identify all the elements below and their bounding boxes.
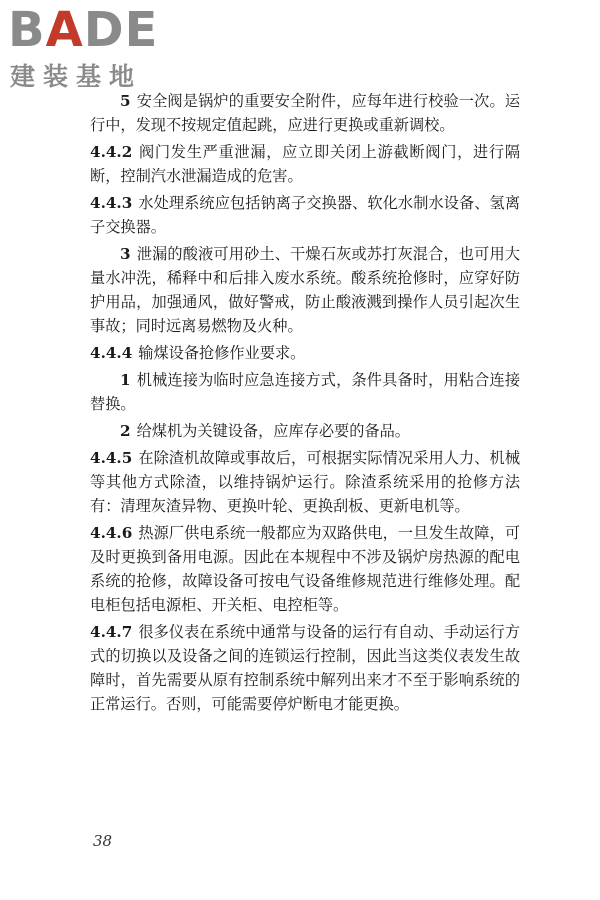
clause-number: 4.4.4 xyxy=(90,344,133,362)
clause-4-4-2 xyxy=(90,140,520,188)
clause-4-4-7 xyxy=(90,620,520,716)
clause-number: 4.4.5 xyxy=(90,449,133,467)
logo-letter-a: A xyxy=(45,2,84,58)
logo-letter-b: B xyxy=(8,2,46,58)
paragraph-text: 输煤设备抢修作业要求。 xyxy=(138,344,306,362)
clause-4-4-6 xyxy=(90,521,520,617)
paragraph-text: 泄漏的酸液可用砂土、干燥石灰或苏打灰混合，也可用大量水冲洗，稀释中和后排入废水系统。酸系统抢修时，应穿好防护用品，加强通风，做好警戒，防止酸液溅到操作人员引起次生事故；同时远离易燃物及火种。 xyxy=(90,245,520,335)
clause-number: 4.4.2 xyxy=(90,143,133,161)
paragraph-text: 给煤机为关键设备，应库存必要的备品。 xyxy=(136,422,410,440)
clause-4-4-3 xyxy=(90,191,520,239)
paragraph-item-3 xyxy=(90,242,520,338)
bade-logo xyxy=(8,4,178,94)
clause-number: 4.4.3 xyxy=(90,194,133,212)
paragraph-item-2 xyxy=(90,419,520,443)
logo-letters-de: DE xyxy=(83,2,159,58)
paragraph-text: 机械连接为临时应急连接方式，条件具备时，用粘合连接替换。 xyxy=(90,371,520,413)
paragraph-text: 阀门发生严重泄漏，应立即关闭上游截断阀门，进行隔断，控制汽水泄漏造成的危害。 xyxy=(90,143,520,185)
paragraph-text: 很多仪表在系统中通常与设备的运行有自动、手动运行方式的切换以及设备之间的连锁运行控制，因此当这类仪表发生故障时，首先需要从原有控制系统中解列出来才不至于影响系统的正常运行。否则，可能需要停炉断电才能更换。 xyxy=(90,623,520,713)
clause-number: 4.4.6 xyxy=(90,524,133,542)
paragraph-text: 热源厂供电系统一般都应为双路供电，一旦发生故障，可及时更换到备用电源。因此在本规程中不涉及锅炉房热源的配电系统的抢修，故障设备可按电气设备维修规范进行维修处理。配电柜包括电源柜、开关柜、电控柜等。 xyxy=(90,524,520,614)
item-number: 3 xyxy=(120,245,131,263)
paragraph-text: 在除渣机故障或事故后，可根据实际情况采用人力、机械等其他方式除渣，以维持锅炉运行。除渣系统采用的抢修方法有：清理灰渣异物、更换叶轮、更换刮板、更新电机等。 xyxy=(90,449,520,515)
clause-4-4-5 xyxy=(90,446,520,518)
clause-number: 4.4.7 xyxy=(90,623,133,641)
document-body xyxy=(90,89,520,719)
item-number: 1 xyxy=(120,371,131,389)
logo-subtitle: 建装基地 xyxy=(10,62,143,91)
page-number: 38 xyxy=(93,832,113,850)
clause-4-4-4 xyxy=(90,341,520,365)
paragraph-text: 安全阀是锅炉的重要安全附件，应每年进行校验一次。运行中，发现不按规定值起跳，应进行更换或重新调校。 xyxy=(90,92,520,134)
paragraph-item-1 xyxy=(90,368,520,416)
logo-wordmark xyxy=(8,4,158,56)
paragraph-item-5 xyxy=(90,89,520,137)
item-number: 2 xyxy=(120,422,131,440)
item-number: 5 xyxy=(120,92,131,110)
paragraph-text: 水处理系统应包括钠离子交换器、软化水制水设备、氢离子交换器。 xyxy=(90,194,520,236)
